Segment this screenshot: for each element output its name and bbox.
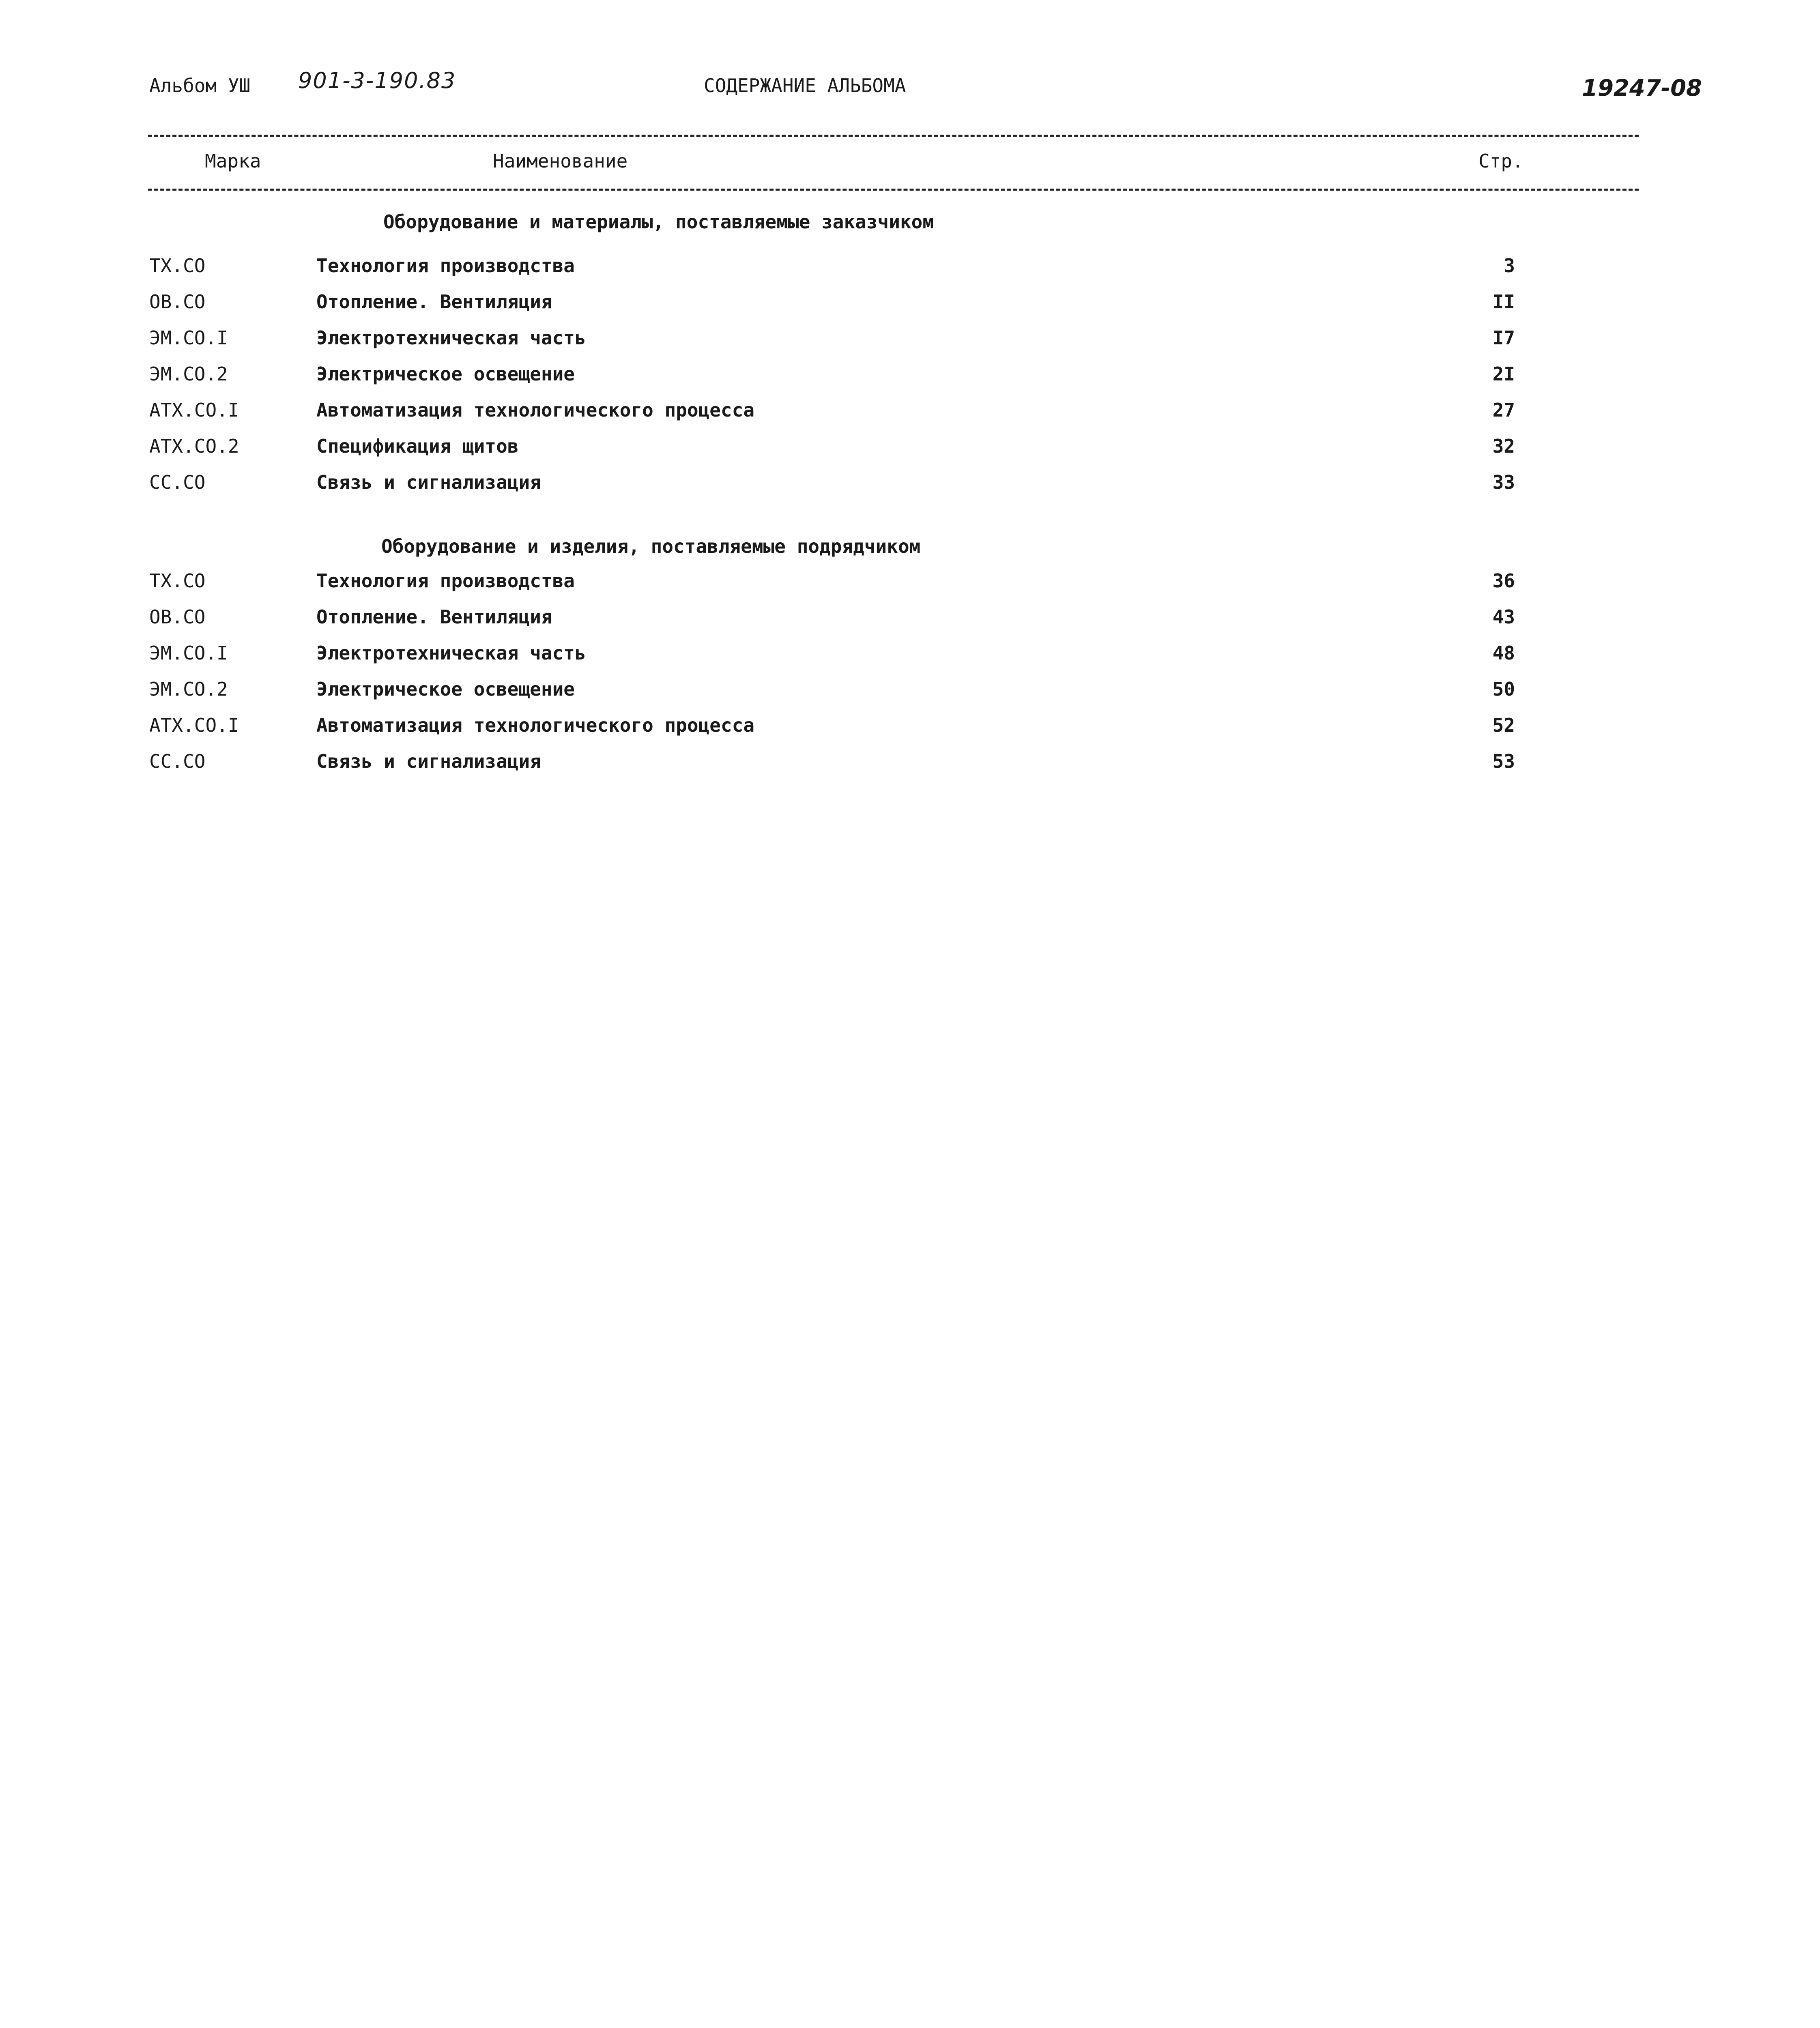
row-mark: СС.СО — [149, 471, 206, 493]
table-row — [0, 678, 1820, 714]
table-row — [0, 327, 1820, 363]
table-row — [0, 714, 1820, 750]
row-name: Электротехническая часть — [316, 642, 586, 664]
table-row — [0, 471, 1820, 507]
row-name: Электрическое освещение — [316, 363, 575, 385]
table-row — [0, 570, 1820, 606]
row-mark: СС.СО — [149, 750, 206, 772]
row-page: 48 — [1492, 642, 1515, 664]
row-mark: ОВ.СО — [149, 606, 206, 628]
section-title: Оборудование и изделия, поставляемые подрядчиком — [381, 535, 921, 557]
row-mark: ЭМ.СО.2 — [149, 678, 228, 700]
table-row — [0, 291, 1820, 327]
row-name: Технология производства — [316, 570, 575, 592]
row-page: 52 — [1492, 714, 1515, 736]
row-page: 3 — [1504, 255, 1515, 277]
row-mark: ТХ.СО — [149, 255, 206, 277]
row-mark: АТХ.СО.2 — [149, 435, 239, 457]
row-name: Технология производства — [316, 255, 575, 277]
row-page: 53 — [1492, 750, 1515, 772]
row-mark: ОВ.СО — [149, 291, 206, 313]
row-name: Автоматизация технологического процесса — [316, 714, 755, 736]
column-header-mark: Марка — [205, 150, 261, 172]
row-page: 27 — [1492, 399, 1515, 421]
table-row — [0, 606, 1820, 642]
row-page: 33 — [1492, 471, 1515, 493]
table-row — [0, 435, 1820, 471]
table-row — [0, 750, 1820, 786]
row-page: 2I — [1492, 363, 1515, 385]
table-top-divider — [148, 135, 1639, 137]
row-mark: АТХ.СО.I — [149, 399, 239, 421]
project-code: 901-3-190.83 — [298, 68, 456, 93]
row-name: Связь и сигнализация — [316, 750, 541, 772]
table-row — [0, 642, 1820, 678]
document-number: 19247-08 — [1582, 75, 1702, 101]
table-header-divider — [148, 189, 1639, 191]
row-name: Связь и сигнализация — [316, 471, 541, 493]
page-title: СОДЕРЖАНИЕ АЛЬБОМА — [704, 75, 906, 97]
row-page: 32 — [1492, 435, 1515, 457]
section-title: Оборудование и материалы, поставляемые заказчиком — [383, 211, 934, 233]
row-page: 36 — [1492, 570, 1515, 592]
row-name: Отопление. Вентиляция — [316, 291, 552, 313]
table-row — [0, 363, 1820, 399]
table-row — [0, 255, 1820, 290]
row-page: 50 — [1492, 678, 1515, 700]
album-label: Альбом УШ — [149, 75, 251, 97]
table-row — [0, 399, 1820, 435]
row-mark: ЭМ.СО.2 — [149, 363, 228, 385]
row-name: Автоматизация технологического процесса — [316, 399, 755, 421]
row-mark: ЭМ.СО.I — [149, 327, 228, 349]
row-name: Электротехническая часть — [316, 327, 586, 349]
row-page: 43 — [1492, 606, 1515, 628]
column-header-page: Стр. — [1478, 150, 1523, 172]
row-name: Спецификация щитов — [316, 435, 519, 457]
row-mark: ТХ.СО — [149, 570, 206, 592]
row-name: Отопление. Вентиляция — [316, 606, 552, 628]
row-mark: ЭМ.СО.I — [149, 642, 228, 664]
row-page: II — [1492, 291, 1515, 313]
column-header-name: Наименование — [493, 150, 628, 172]
row-name: Электрическое освещение — [316, 678, 575, 700]
row-mark: АТХ.СО.I — [149, 714, 239, 736]
row-page: I7 — [1492, 327, 1515, 349]
